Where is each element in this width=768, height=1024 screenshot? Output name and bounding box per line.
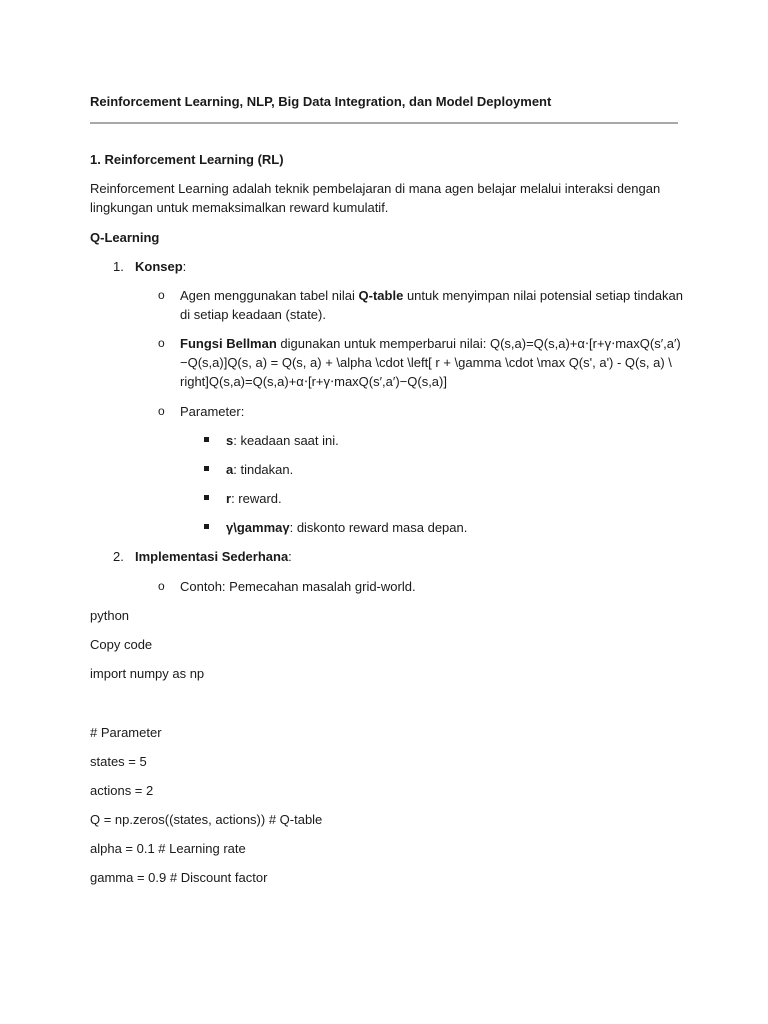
bullet-marker-o: o	[158, 579, 165, 593]
bullet-qtable-line-2: di setiap keadaan (state).	[180, 307, 326, 322]
param-r-text: : reward.	[231, 491, 282, 506]
code-line: alpha = 0.1 # Learning rate	[90, 841, 246, 856]
param-a-text: : tindakan.	[233, 462, 294, 477]
bullet-qtable-bold: Q-table	[358, 288, 404, 303]
param-gamma-text: : diskonto reward masa depan.	[289, 520, 468, 535]
bullet-bellman-bold: Fungsi Bellman	[180, 336, 277, 351]
param-gamma-symbol: γ\gammaγ	[226, 520, 290, 535]
code-line: # Parameter	[90, 725, 162, 740]
bullet-marker-o: o	[158, 336, 165, 350]
bullet-marker-o: o	[158, 404, 165, 418]
implementasi-label: Implementasi Sederhana	[135, 549, 289, 564]
param-item-gamma	[226, 518, 467, 537]
list-item-implementasi	[135, 547, 292, 566]
bullet-qtable-line-1	[180, 286, 683, 305]
bullet-contoh: Contoh: Pemecahan masalah grid-world.	[180, 579, 416, 594]
param-item-s	[226, 431, 339, 450]
square-bullet-icon	[204, 495, 209, 500]
title-divider	[90, 122, 678, 124]
subheading-q-learning: Q-Learning	[90, 230, 160, 245]
square-bullet-icon	[204, 524, 209, 529]
bullet-bellman-line-2: −Q(s,a)]Q(s, a) = Q(s, a) + \alpha \cdot \left[ r + \gamma \cdot \max Q(s', a') - Q(s, a) \	[180, 355, 672, 370]
param-item-r	[226, 489, 282, 508]
code-line: import numpy as np	[90, 666, 205, 681]
code-line: actions = 2	[90, 783, 154, 798]
param-r-symbol: r	[226, 491, 232, 506]
code-language-label: python	[90, 608, 130, 623]
bullet-bellman-line-1	[180, 334, 681, 353]
document-title: Reinforcement Learning, NLP, Big Data Integration, dan Model Deployment	[90, 94, 552, 109]
param-s-text: : keadaan saat ini.	[233, 433, 339, 448]
intro-line-2: lingkungan untuk memaksimalkan reward kumulatif.	[90, 200, 389, 215]
code-line: gamma = 0.9 # Discount factor	[90, 870, 268, 885]
bullet-qtable-post: untuk menyimpan nilai potensial setiap tindakan	[403, 288, 683, 303]
code-line: states = 5	[90, 754, 147, 769]
square-bullet-icon	[204, 437, 209, 442]
bullet-qtable-pre: Agen menggunakan tabel nilai	[180, 288, 359, 303]
param-s-symbol: s	[226, 433, 234, 448]
section-heading-rl: 1. Reinforcement Learning (RL)	[90, 152, 284, 167]
konsep-colon: :	[182, 259, 187, 274]
square-bullet-icon	[204, 466, 209, 471]
konsep-label: Konsep	[135, 259, 183, 274]
bullet-bellman-post: digunakan untuk memperbarui nilai: Q(s,a)=Q(s,a)+α⋅[r+γ⋅maxQ(s′,a′)	[276, 336, 681, 351]
list-number-2: 2.	[113, 549, 124, 564]
list-number-1: 1.	[113, 259, 124, 274]
code-line: Q = np.zeros((states, actions)) # Q-table	[90, 812, 323, 827]
implementasi-colon: :	[288, 549, 292, 564]
bullet-marker-o: o	[158, 288, 165, 302]
copy-code-button[interactable]: Copy code	[90, 637, 153, 652]
bullet-bellman-line-3: right]Q(s,a)=Q(s,a)+α⋅[r+γ⋅maxQ(s′,a′)−Q(s,a)]	[180, 374, 447, 389]
list-item-konsep	[135, 257, 186, 276]
param-a-symbol: a	[226, 462, 234, 477]
intro-line-1: Reinforcement Learning adalah teknik pembelajaran di mana agen belajar melalui interaksi dengan	[90, 181, 661, 196]
bullet-parameter: Parameter:	[180, 404, 245, 419]
param-item-a	[226, 460, 293, 479]
